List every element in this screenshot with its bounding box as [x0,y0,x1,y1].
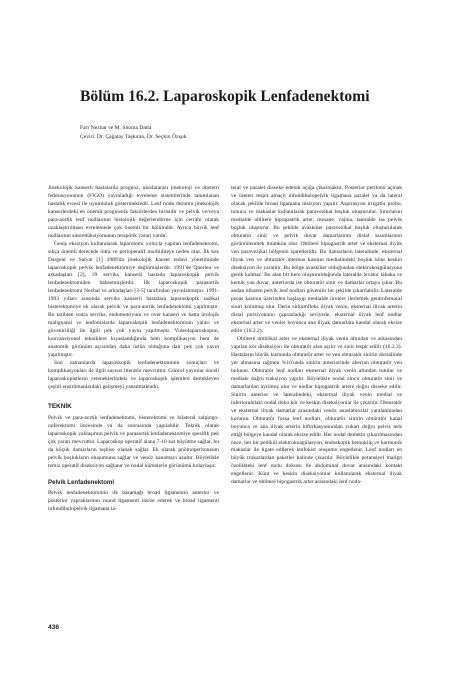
translator-names: Çeviri: Dr. Çağatay Taşkıran, Dr. Seçkin Özışık [80,133,187,140]
intro-paragraph-1: Jinekolojik kanserli hastalarda prognoz, uluslararası jinekoloji ve obstetri federasyonunun (FIGO) yayınladığı evreleme sistemlerinde tanımlanan hastalık evresi ile uyumluluk göstermektedir. Lenf nodu durumu jinekolojik kanserlerdeki en önemli prognostik faktörlerden birisidir ve pelvik ve/veya para-aortik lenf nodlarının histolojik değerlendirme için cerrahi olarak uzaklaştırılması evrelemede çok önemli bir bölümdür. Ayrıca büyük lenf nodlarının sitoredüksiyonunun terapötik yararı vardır. [48,185,219,239]
right-paragraph-1: teral ve paralel disseke ederek açığa çıkarmaktır. Posterior peritonu açmak ve üreteri tespit amaçlı infundibulopelvik ligamana paralel ya da lateral olacak şekilde broad ligamana insizyon yapılır. Aspirasyon irrigatör probu, tunucu ve makaslar kullanılarak paravezikal boşluk oluşturulur. Sınırlarını medialde obliteré hipogastrik arter, mesane, vajina, lateralde ise pelvik boşluk oluşturur. Bu şekilde avasküler paravezikal boşluk oluşturularak obturatör sinir ve pelvik duvar damarlarının distal kısımlarının görüntülenmek mümkün olur. Obliteré hipogastrik arter ve eksternal iliyak ven paravezikal bölgenin işaretleridir. Bu damarların lateralinde, eksternal iliyak ven ve obturatör internus kasının medialindeki boşluk künt keskin diseksiyon ile yaratılır. Bu bölge avasküler olduğundan elektrokoagülasyona gerek kalmaz. Bu alan bir kere oluşturulduğunda lateralde levator tabaka ve kemik yan duvar, anteriorda ise obturatör sinir ve damarlar ortaya çıkar. Bu andan itibaren pelvik lenf nodları güvenilir bir şekilde çıkarılabilir. Lateralde psoas kasının üzerinden başlayıp medialde ürotere ilerlemek genitofemoral siniri korumuş olur. Derin sirkumfleks iliyak venin, eksternal iliyak arterin distal porsiyonunu çaprazladığı seviyede, eksternal iliyak lenf nodlar eksternal arter ve venler boyunca ana iliyak damarlara kaudal olarak eksize edilir (16.2.2). [231,185,402,335]
pelvic-paragraph-1: Pelvik lenfadenektominin ilk basamağı broad ligamentin anterior ve posterior yapraklarının round ligamenti insize ederek ve broad ligamenti infundibulopelvik ligamana la- [48,490,219,513]
subsection-heading-pelvic: Pelvik Lenfadenektomi [48,479,115,487]
author-block [80,124,410,141]
right-paragraph-2: Obliteré umblikal arter ve eksternal iliyak venin altından ve arkasından yapılan kör diseksiyon ile obturatör alan açılır ve sinir tespit edilir (16.2.3). Hastaların büyük kısmında obturatör arter ve ven obturatör sinirin dorsalinde yer almasına rağmen %10'unda sinirin anteriorinde aberran obturatör ven bulunur. Obturatör lenf nodları eksternal iliyak venin altından tutulur ve mediale doğru traksiyon yapılır. Böylelikle nodal zincir obturatör sinir ve damarlardan ayrılmış olur ve nodlar hipogastrik artere doğru disseke edilir. Sinirin anterior ve lateralindeki, eksternal iliyak venin medial ve inferiorundaki nodal doku kör ve keskin diseksiyonlar ile çıkarılır. Obturatör ve eksternal iliyak damarlar arasındaki venöz anastamozlar yaralanmadan korunur. Obturatör fossa lenf nodları, obturatör sinirin obtüratör kanal boyunca ve ana iliyak arterin bifurkasyonundan yukarı doğru pelvis terk ettiği bölgeye kaudal olarak eksize edilir. Her nodal demetin çıkarılmasından önce, her bir pedikül elektrokoagülasyon, endoskopik hemoklip ve harmonik makaslar ile ligate edilerek lenfokist oluşumu engellenir. Lenf nodları en büyük trokarlardan paketler halinde çıkarılır. Böylelikle potansiyel malign özellikteki lenf nodu dokusu ile abdominal duvar arasındaki kontakt engellenir. Künt ve keskin diseksiyonlar kullanılarak eksternal iliyak damarlar ve obliteré hipogastrik arter arasındaki lenf noda- [231,336,402,486]
intro-paragraph-3: Son zamanlarda laparoskopik lenfadenektominin sonuçları ve komplikasyonları ile ilgili sayısız literatür mevcuttur. Güncel yayınlar önceli laparoskopistlerin yeteneklerindeki ve laparoskopik işlemleri destekleyen çeşitli enstrümanlardaki gelişmeyi yansıtmaktadır. [48,359,219,390]
section-heading-technique: TEKNİK [48,402,72,410]
right-column [231,185,402,487]
author-names: Farr Nezhat ve M. Shoma Datta [80,125,152,131]
chapter-title: Bölüm 16.2. Laparoskopik Lenfadenektomi [80,88,370,105]
technique-paragraph-1: Pelvik ve para-aortik lenfadenektomi, histerektomi ve bilateral salpingo-ooferektomi öncesinde ya da sonrasında yapılabilir. Teknik olarak laparoskopik yaklaşımın pelvik ve paraaortik lenfadenektomiye spesifik pek çok yararı mevcuttur. Laparoskop operatif alana 7-10 kat büyütme sağlar, bu da küçük damarların teşhise olanak sağlar. Ek olarak pnömoperitoneum pelvik boşlukların oluşumunu sağlar ve venöz kanamayı azaltır. Böylelikle temiz operatif diseksiyon sağlanır ve nodal kümelerin görünümü kolaylaşır. [48,414,219,469]
left-column [48,185,219,514]
intro-paragraph-2: Geniş eksizyon kullanılarak laparotomi yoluyla yapılan lenfadenektomi, sıkça önemli derecede intra ve perioperatif morbiditeye neden olur. İlk kez Dargent ve Salvat [1] 1989'da jinekolojik kanser tedavi yönetiminde laparoskopik pelvik lenfadenektomiye değinmişlerdir. 1991'de Querleu ve arkadaşları [2], 39 serviks kanserli hastada laparoskopik pelvik lenfadenektomiden bahsetmişlerdir. İlk laparoskopik paraaortik lenfadenektomi Nezhat ve arkadaşları [3-5] tarafından yayınlanmıştır. 1991- 1993 yılları arasında serviks kanserli hastalara laparoskopik radikal histerektomiye ek olarak pelvik ve para-aortik lenfadenektomi yapılmıştır. Bu tarihten sonra serviks, endometriyum ve over kanseri ve hatta ürolojik malignansi ve lenfomalarda laparoskopik lenfadenektominin yararı ve güvenirliliği ile ilgili pek çok yayın yapılmıştır. Videolaparoskopun, konvansiyonel tekniklere kıyaslandığında hem komplikasyon hem de anatomik görünüm açısından daha üstün olduğuna dair pek çok yayın yapılmıştır. [48,240,219,359]
page-number: 436 [48,624,60,631]
